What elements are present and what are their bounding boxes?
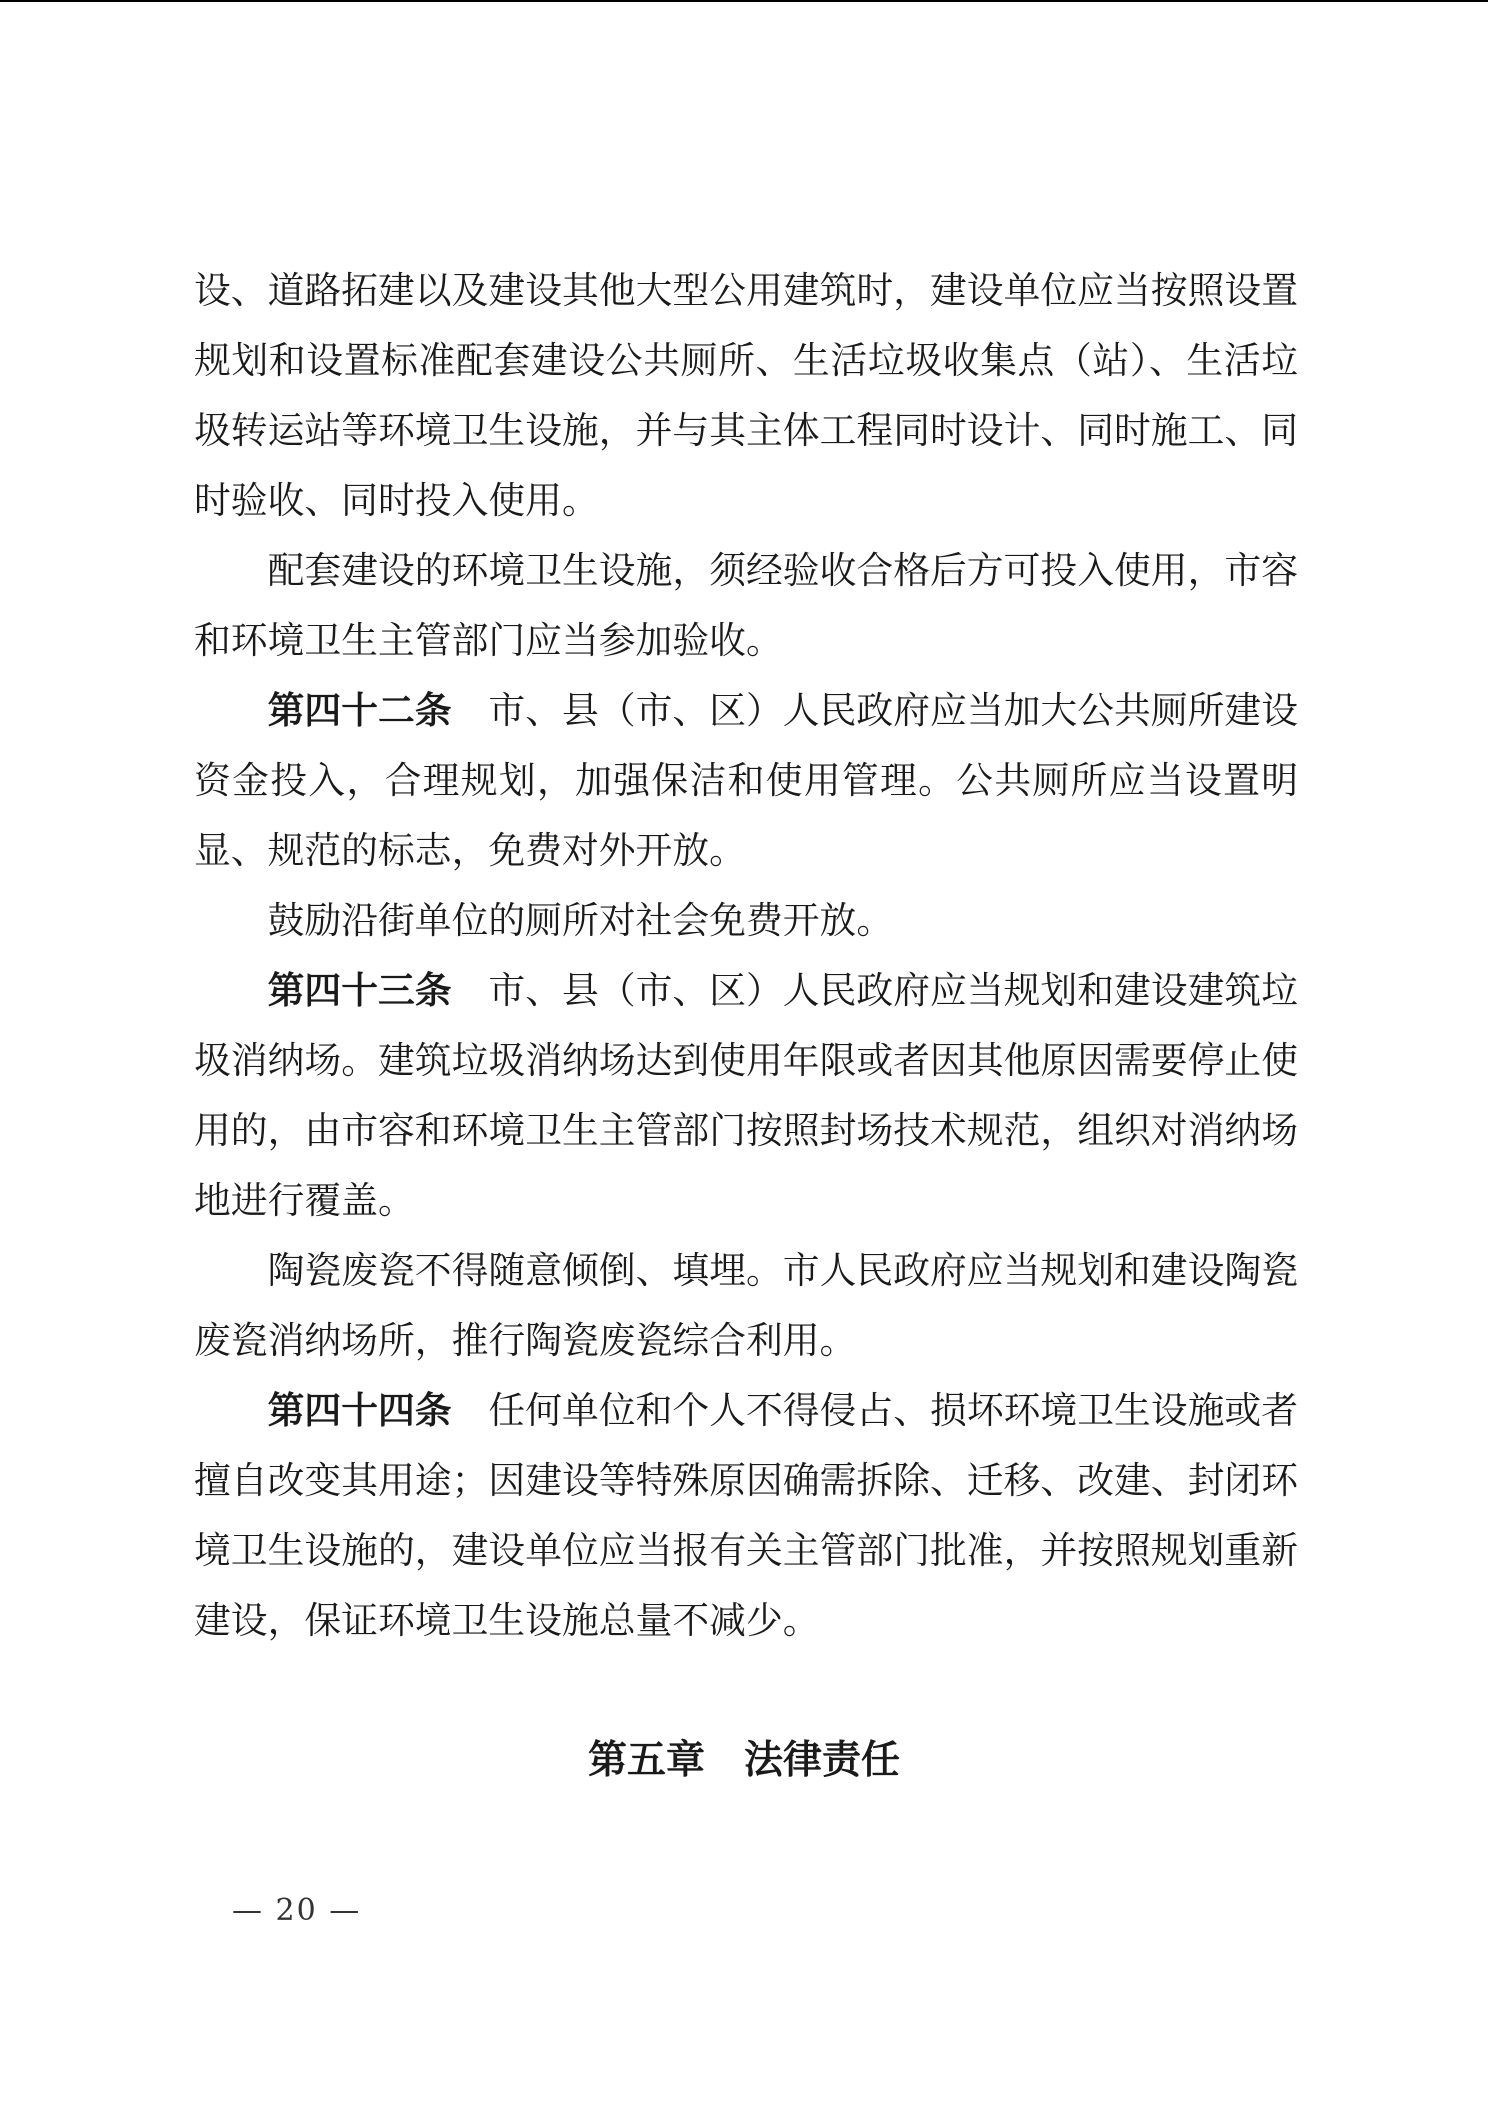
paragraph-text: 市、县（市、区）人民政府应当加大公共厕所建设资金投入，合理规划，加强保洁和使用管理。公共厕所应当设置明显、规范的标志，免费对外开放。 <box>194 689 1299 872</box>
article-number: 第四十三条 <box>267 969 452 1012</box>
page-number: — 20 — <box>232 1893 362 1928</box>
article-number: 第四十四条 <box>267 1389 452 1432</box>
paragraph-text: 陶瓷废瓷不得随意倾倒、填埋。市人民政府应当规划和建设陶瓷废瓷消纳场所，推行陶瓷废瓷综合利用。 <box>194 1249 1298 1362</box>
chapter-title: 法律责任 <box>744 1738 901 1783</box>
article-number: 第四十二条 <box>267 689 452 732</box>
paragraph-text: 鼓励沿街单位的厕所对社会免费开放。 <box>267 899 894 942</box>
paragraph <box>194 1236 1298 1376</box>
body-text <box>194 256 1298 1656</box>
paragraph-text: 配套建设的环境卫生设施，须经验收合格后方可投入使用，市容和环境卫生主管部门应当参加验收。 <box>194 549 1298 662</box>
paragraph-text: 市、县（市、区）人民政府应当规划和建设建筑垃圾消纳场。建筑垃圾消纳场达到使用年限或者因其他原因需要停止使用的，由市容和环境卫生主管部门按照封场技术规范，组织对消纳场地进行覆盖。 <box>194 969 1299 1222</box>
paragraph-continued <box>194 256 1298 536</box>
article-42 <box>194 676 1298 886</box>
paragraph-text: 任何单位和个人不得侵占、损坏环境卫生设施或者擅自改变其用途；因建设等特殊原因确需拆除、迁移、改建、封闭环境卫生设施的，建设单位应当报有关主管部门批准，并按照规划重新建设，保证环境卫生设施总量不减少。 <box>194 1389 1299 1642</box>
chapter-number: 第五章 <box>587 1738 705 1783</box>
chapter-heading <box>0 1726 1488 1796</box>
paragraph-text: 设、道路拓建以及建设其他大型公用建筑时，建设单位应当按照设置规划和设置标准配套建设公共厕所、生活垃圾收集点（站）、生活垃圾转运站等环境卫生设施，并与其主体工程同时设计、同时施工、同时验收、同时投入使用。 <box>194 269 1298 522</box>
article-43 <box>194 956 1298 1236</box>
article-44 <box>194 1376 1298 1656</box>
paragraph <box>194 886 1298 956</box>
top-border-rule <box>0 0 1488 2</box>
paragraph <box>194 536 1298 676</box>
